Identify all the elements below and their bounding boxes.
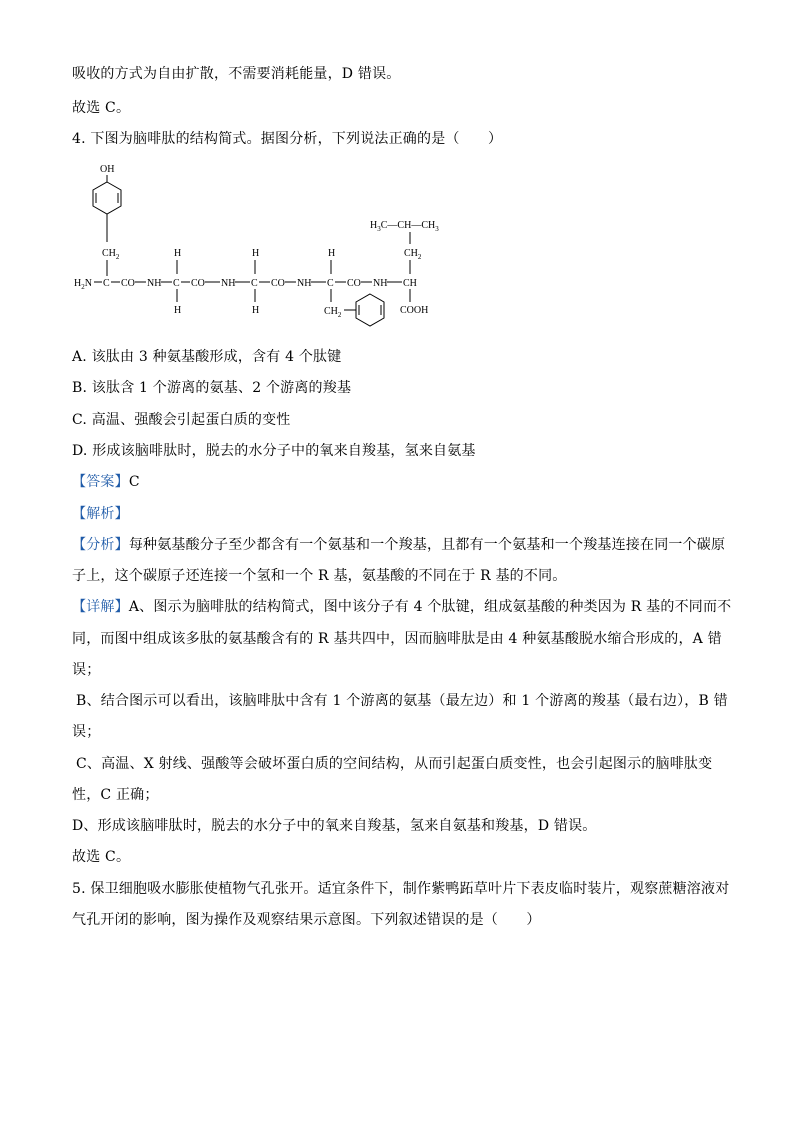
analysis-tag [72, 504, 129, 524]
xiangjie-line-c1: C、高温、X 射线、强酸等会破坏蛋白质的空间结构，从而引起蛋白质变性，也会引起图示的脑啡肽变 [76, 756, 713, 772]
option-b: B. 该肽含 1 个游离的氨基、2 个游离的羧基 [72, 380, 352, 396]
xiangjie-line-b2: 误； [72, 724, 101, 740]
carbon-3: C [251, 278, 258, 289]
xiangjie-line-a3: 误； [72, 662, 101, 678]
xiangjie-line-d1: D、形成该脑啡肽时，脱去的水分子中的氧来自羧基，氢来自氨基和羧基，D 错误。 [72, 818, 597, 834]
ch2-label: $CH_2$ [324, 306, 342, 319]
co-3: CO [271, 278, 285, 289]
answer-tag: 【答案】 [72, 474, 129, 490]
carbon-1: C [103, 278, 110, 289]
option-d: D. 形成该脑啡肽时，脱去的水分子中的氧来自羧基，氢来自氨基 [72, 443, 476, 459]
oh-label: OH [100, 164, 115, 175]
xiangjie-line-a2: 同，而图中组成该多肽的氨基酸含有的 R 基共四中，因而脑啡肽是由 4 种氨基酸脱水缩合形成的，A 错 [72, 631, 722, 647]
co-4: CO [347, 278, 361, 289]
option-c: C. 高温、强酸会引起蛋白质的变性 [72, 412, 291, 428]
h2n-label: $H_2N$ [74, 278, 92, 291]
analysis-label: 【解析】 [72, 506, 129, 522]
xiangjie-line-b1: B、结合图示可以看出，该脑啡肽中含有 1 个游离的氨基（最左边）和 1 个游离的羧基（最右边），B 错 [76, 693, 728, 709]
cooh-label: COOH [400, 305, 429, 316]
h-atom: H [174, 248, 182, 259]
benzene-ring-2 [356, 294, 384, 326]
xiangjie-line-a1 [72, 597, 731, 617]
answer-line [72, 472, 140, 492]
ch2-label: $CH_2$ [404, 248, 422, 261]
fenxi-line-1 [72, 535, 725, 555]
carbon-2: C [173, 278, 180, 289]
carbon-4: C [327, 278, 334, 289]
option-a: A. 该肽由 3 种氨基酸形成，含有 4 个肽键 [72, 349, 342, 365]
co-1: CO [121, 278, 135, 289]
nh-3: NH [297, 278, 312, 289]
text-line: 故选 C。 [72, 100, 131, 116]
question-5-stem-2: 气孔开闭的影响，图为操作及观察结果示意图。下列叙述错误的是（ ） [72, 912, 541, 928]
benzene-ring-1 [93, 182, 121, 214]
fenxi-line-2: 子上，这个碳原子还连接一个氢和一个 R 基，氨基酸的不同在于 R 基的不同。 [72, 568, 567, 584]
nh-4: NH [373, 278, 388, 289]
answer-value: C [128, 474, 140, 490]
text-line: 吸收的方式为自由扩散，不需要消耗能量，D 错误。 [72, 66, 401, 82]
fenxi-text: 每种氨基酸分子至少都含有一个氨基和一个羧基，且都有一个氨基和一个羧基连接在同一个碳原 [128, 537, 726, 553]
h-atom: H [252, 248, 260, 259]
nh-2: NH [221, 278, 236, 289]
xiangjie-text: A、图示为脑啡肽的结构简式，图中该分子有 4 个肽键，组成氨基酸的种类因为 R 基的不同而不 [128, 599, 732, 615]
question-5-stem-1: 5. 保卫细胞吸水膨胀使植物气孔张开。适宜条件下，制作紫鸭跖草叶片下表皮临时装片，观察蔗糖溶液对 [72, 881, 730, 897]
h-atom: H [328, 248, 336, 259]
carbon-5: CH [403, 278, 417, 289]
enkephalin-structure-diagram [70, 158, 450, 328]
xiangjie-tag: 【详解】 [72, 599, 129, 615]
text-line: 故选 C。 [72, 849, 131, 865]
h-atom: H [174, 305, 182, 316]
co-2: CO [191, 278, 205, 289]
nh-1: NH [147, 278, 162, 289]
isobutyl-label: $H_3C—CH—CH_3$ [370, 220, 439, 233]
ch2-label: $CH_2$ [102, 248, 120, 261]
question-4-stem: 4. 下图为脑啡肽的结构简式。据图分析，下列说法正确的是（ ） [72, 131, 503, 147]
xiangjie-line-c2: 性，C 正确； [72, 787, 159, 803]
h-atom: H [252, 305, 260, 316]
fenxi-tag: 【分析】 [72, 537, 129, 553]
